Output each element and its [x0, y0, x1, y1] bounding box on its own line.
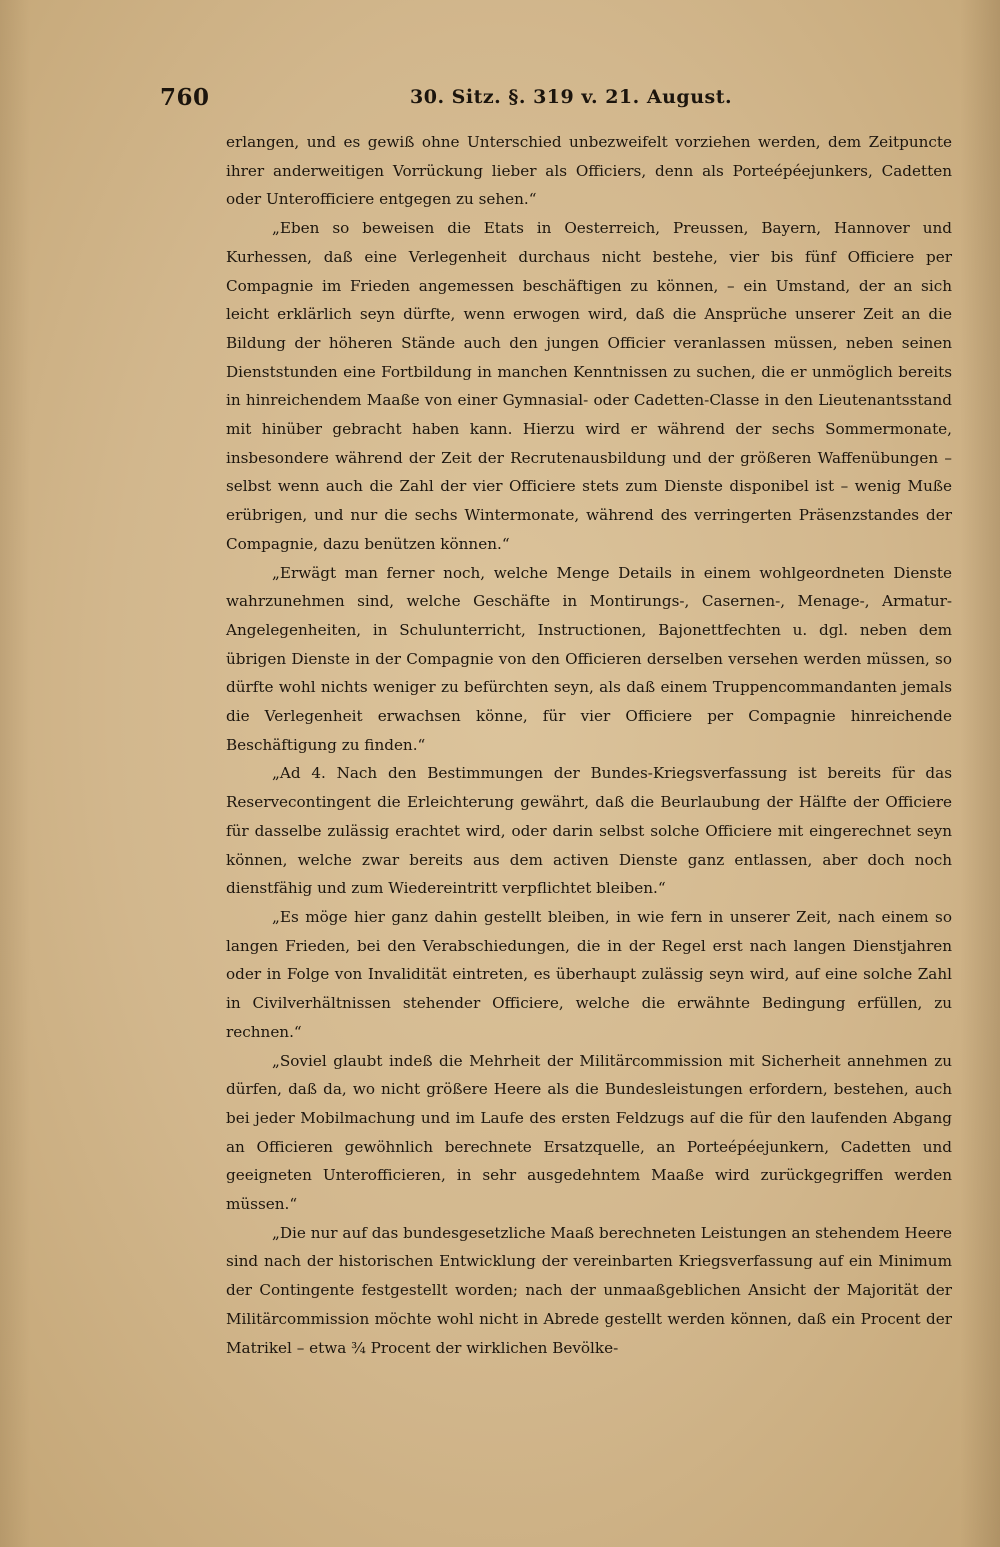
paragraph-3: „Erwägt man ferner noch, welche Menge Details in einem wohlgeordneten Dienste wahrzunehmen sind, welche Geschäfte in Montirungs-, Casernen-, Menage-, Armatur-Angelegenheiten, in Schulunterricht, Instructionen, Bajonettfechten u. dgl. neben dem übrigen Dienste in der Compagnie von den Officieren derselben versehen werden müssen, so dürfte wohl nichts weniger zu befürchten seyn, als daß einem Truppencommandanten jemals die Verlegenheit erwachsen könne, für vier Officiere per Compagnie hinreichende Beschäftigung zu finden.“: [226, 563, 952, 754]
paragraph-1: erlangen, und es gewiß ohne Unterschied unbezweifelt vorziehen werden, dem Zeitpuncte ihrer anderweitigen Vorrückung lieber als Officiers, denn als Porteépéejunkers, Cadetten oder Unterofficiere entgegen zu sehen.“: [226, 133, 952, 209]
paragraph-6: „Soviel glaubt indeß die Mehrheit der Militärcommission mit Sicherheit annehmen zu dürfen, daß da, wo nicht größere Heere als die Bundesleistungen erfordern, bestehen, auch bei jeder Mobilmachung und im Laufe des ersten Feldzugs auf die für den laufenden Abgang an Officieren gewöhnlich berechnete Ersatzquelle, an Porteépéejunkern, Cadetten und geeigneten Unterofficieren, in sehr ausgedehntem Maaße wird zurückgegriffen werden müssen.“: [226, 1051, 952, 1214]
body-text: [226, 128, 952, 1362]
running-head: 30. Sitz. §. 319 v. 21. August.: [410, 86, 733, 108]
paragraph-5: „Es möge hier ganz dahin gestellt bleiben, in wie fern in unserer Zeit, nach einem so langen Frieden, bei den Verabschiedungen, die in der Regel erst nach langen Dienstjahren oder in Folge von Invalidität eintreten, es überhaupt zulässig seyn wird, auf eine solche Zahl in Civilverhältnissen stehender Officiere, welche die erwähnte Bedingung erfüllen, zu rechnen.“: [226, 907, 952, 1041]
paragraph-4: „Ad 4. Nach den Bestimmungen der Bundes-Kriegsverfassung ist bereits für das Reservecontingent die Erleichterung gewährt, daß die Beurlaubung der Hälfte der Officiere für dasselbe zulässig erachtet wird, oder darin selbst solche Officiere mit eingerechnet seyn können, welche zwar bereits aus dem activen Dienste ganz entlassen, aber doch noch dienstfähig und zum Wiedereintritt verpflichtet bleiben.“: [226, 764, 952, 898]
page-header: [160, 84, 960, 116]
page-number: 760: [160, 84, 210, 111]
paragraph-2: „Eben so beweisen die Etats in Oesterreich, Preussen, Bayern, Hannover und Kurhessen, daß eine Verlegenheit durchaus nicht bestehe, vier bis fünf Officiere per Compagnie im Frieden angemessen beschäftigen zu können, – ein Umstand, der an sich leicht erklärlich seyn dürfte, wenn erwogen wird, daß die Ansprüche unserer Zeit an die Bildung der höheren Stände auch den jungen Officier veranlassen müssen, neben seinen Dienststunden eine Fortbildung in manchen Kenntnissen zu suchen, die er unmöglich bereits in hinreichendem Maaße von einer Gymnasial- oder Cadetten-Classe in den Lieutenantsstand mit hinüber gebracht haben kann. Hierzu wird er während der sechs Sommermonate, insbesondere während der Zeit der Recrutenausbildung und der größeren Waffenübungen – selbst wenn auch die Zahl der vier Officiere stets zum Dienste disponibel ist – wenig Muße erübrigen, und nur die sechs Wintermonate, während des verringerten Präsenzstandes der Compagnie, dazu benützen können.“: [226, 219, 952, 553]
paragraph-7: „Die nur auf das bundesgesetzliche Maaß berechneten Leistungen an stehendem Heere sind nach der historischen Entwicklung der vereinbarten Kriegsverfassung auf ein Minimum der Contingente festgestellt worden; nach der unmaaßgeblichen Ansicht der Majorität der Militärcommission möchte wohl nicht in Abrede gestellt werden können, daß ein Procent der Matrikel – etwa ¾ Procent der wirklichen Bevölke-: [226, 1223, 952, 1357]
